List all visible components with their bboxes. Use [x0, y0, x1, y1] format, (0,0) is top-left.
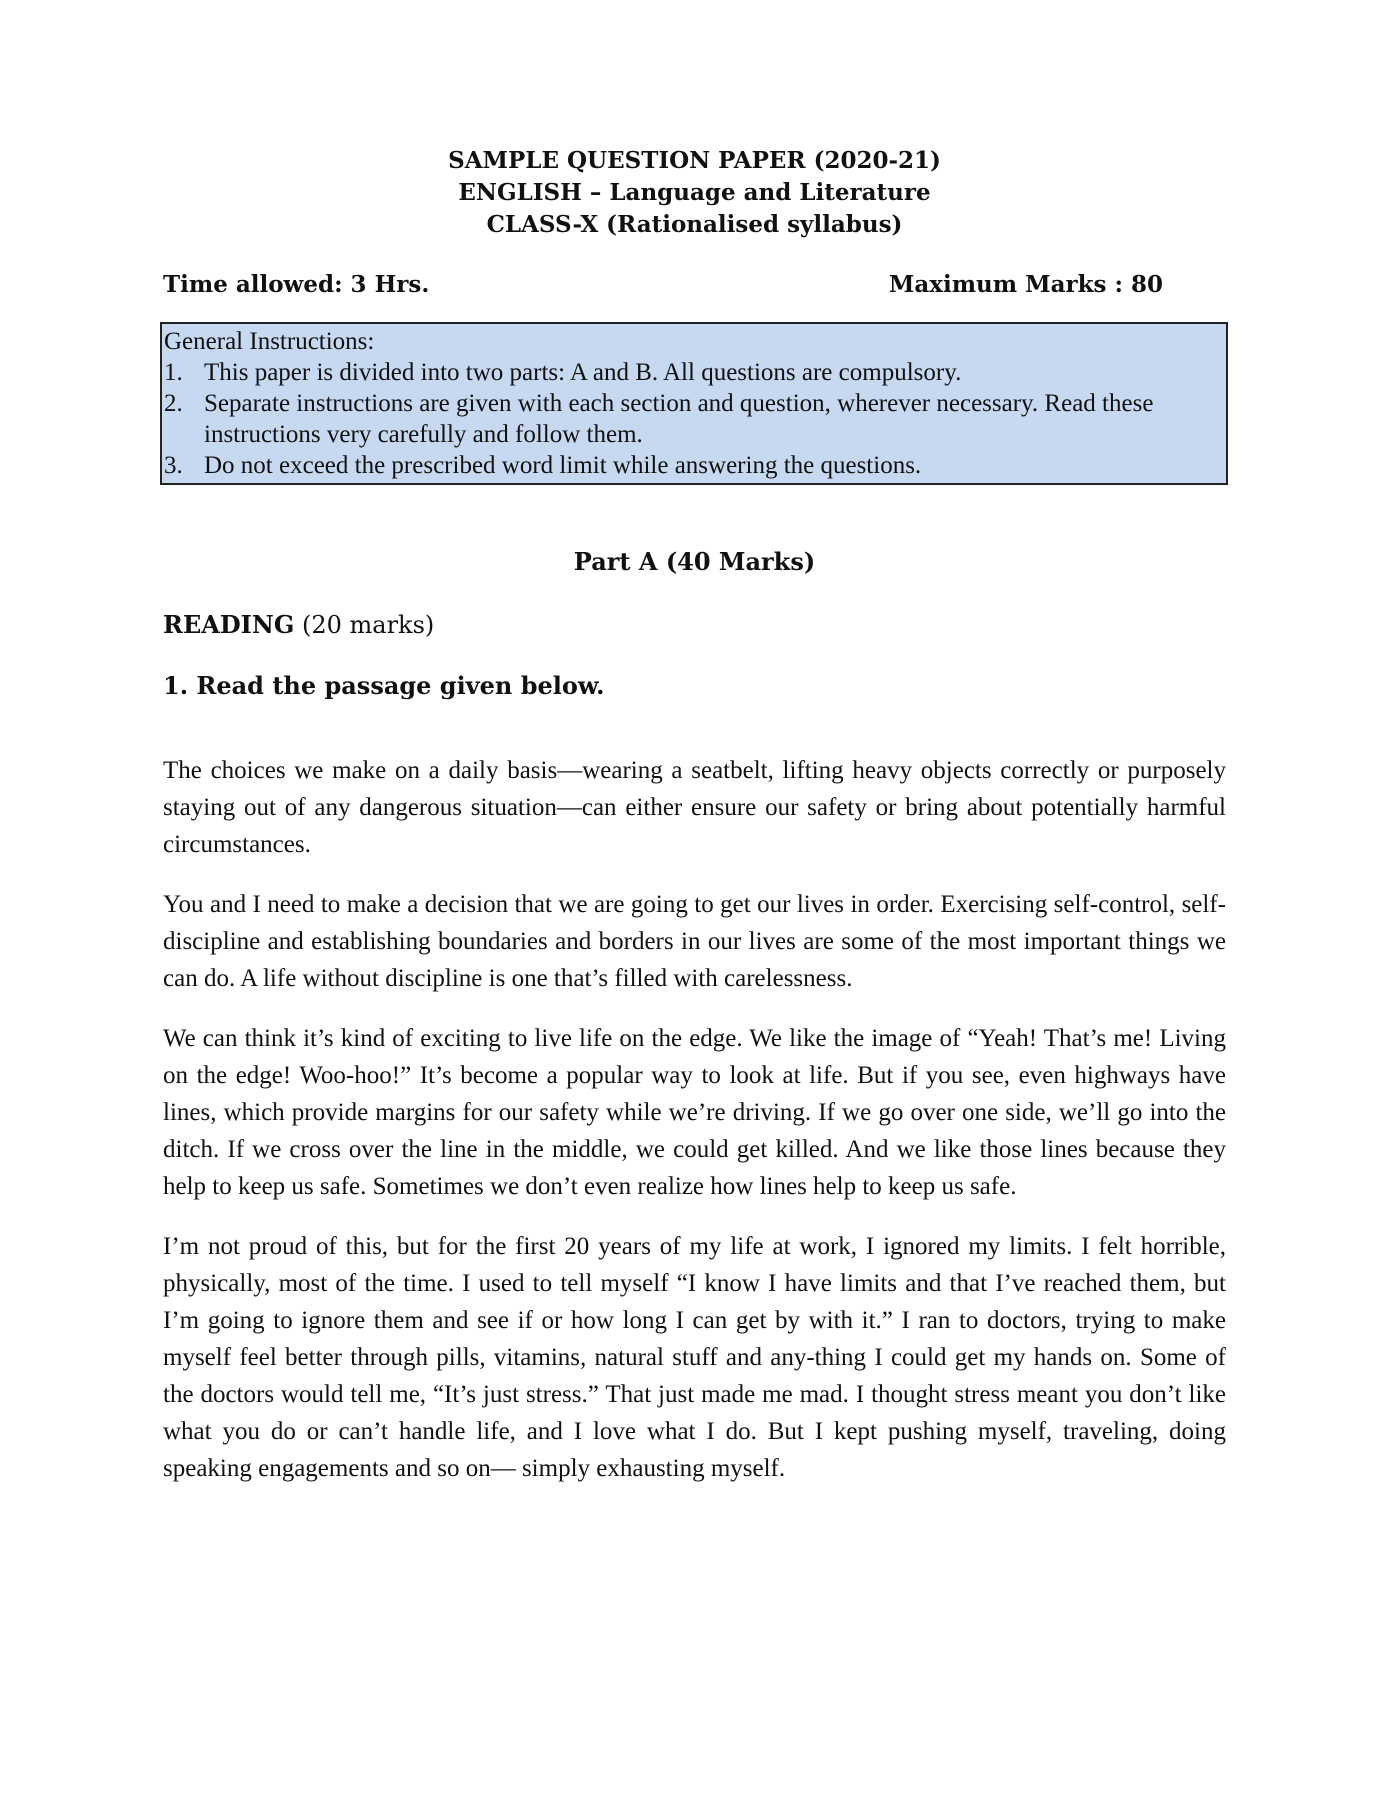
instruction-number: 1. — [164, 359, 183, 386]
maximum-marks: Maximum Marks : 80 — [888, 271, 1163, 298]
instruction-item — [164, 357, 1226, 388]
instruction-number: 3. — [164, 452, 183, 479]
passage-paragraph: The choices we make on a daily basis—wearing a seatbelt, lifting heavy objects correctly or purposely staying out of any dangerous situation—can either ensure our safety or bring about potentially harmful circumstances. — [163, 757, 1226, 858]
paper-title: SAMPLE QUESTION PAPER (2020-21) — [448, 147, 941, 174]
reading-passage — [163, 752, 1226, 1487]
instruction-item — [164, 450, 1226, 481]
time-allowed: Time allowed: 3 Hrs. — [163, 271, 430, 298]
section-heading — [163, 610, 1226, 639]
part-heading: Part A (40 Marks) — [573, 547, 816, 576]
instruction-item — [164, 388, 1226, 450]
instruction-text: Do not exceed the prescribed word limit while answering the questions. — [204, 452, 922, 479]
instructions-title: General Instructions: — [164, 328, 375, 355]
paper-title-block — [163, 145, 1226, 241]
section-name: READING — [163, 610, 295, 639]
instruction-number: 2. — [164, 390, 183, 417]
section-marks: (20 marks) — [294, 611, 435, 639]
subject-title: ENGLISH – Language and Literature — [458, 179, 931, 206]
passage-paragraph: I’m not proud of this, but for the first 20 years of my life at work, I ignored my limits. I felt horrible, physically, most of the time. I used to tell myself “I know I have limits and that I’ve reached them, but I’m going to ignore them and see if or how long I can get by with it.” I ran to doctors, trying to make myself feel better through pills, vitamins, natural stuff and any-thing I could get my hands on. Some of the doctors would tell me, “It’s just stress.” That just made me mad. I thought stress meant you don’t like what you do or can’t handle life, and I love what I do. But I kept pushing myself, traveling, doing speaking engagements and so on— simply exhausting myself. — [163, 1233, 1226, 1482]
general-instructions-box — [160, 322, 1228, 485]
passage-paragraph: We can think it’s kind of exciting to live life on the edge. We like the image of “Yeah! That’s me! Living on the edge! Woo-hoo!” It’s become a popular way to look at life. But if you see, even highways have lines, which provide margins for our safety while we’re driving. If we go over one side, we’ll go into the ditch. If we cross over the line in the middle, we could get killed. And we like those lines because they help to keep us safe. Sometimes we don’t even realize how lines help to keep us safe. — [163, 1025, 1226, 1200]
instruction-text: This paper is divided into two parts: A and B. All questions are compulsory. — [204, 359, 962, 386]
exam-meta-row — [163, 271, 1163, 298]
class-title: CLASS-X (Rationalised syllabus) — [486, 211, 903, 238]
question-prompt: 1. Read the passage given below. — [163, 671, 605, 700]
passage-paragraph: You and I need to make a decision that we are going to get our lives in order. Exercising self-control, self-discipline and establishing boundaries and borders in our lives are some of the most important things we can do. A life without discipline is one that’s filled with carelessness. — [163, 891, 1226, 992]
document-page — [163, 145, 1226, 1510]
instruction-text: Separate instructions are given with each section and question, wherever necessary. Read these instructions very carefully and follow them. — [204, 390, 1154, 448]
